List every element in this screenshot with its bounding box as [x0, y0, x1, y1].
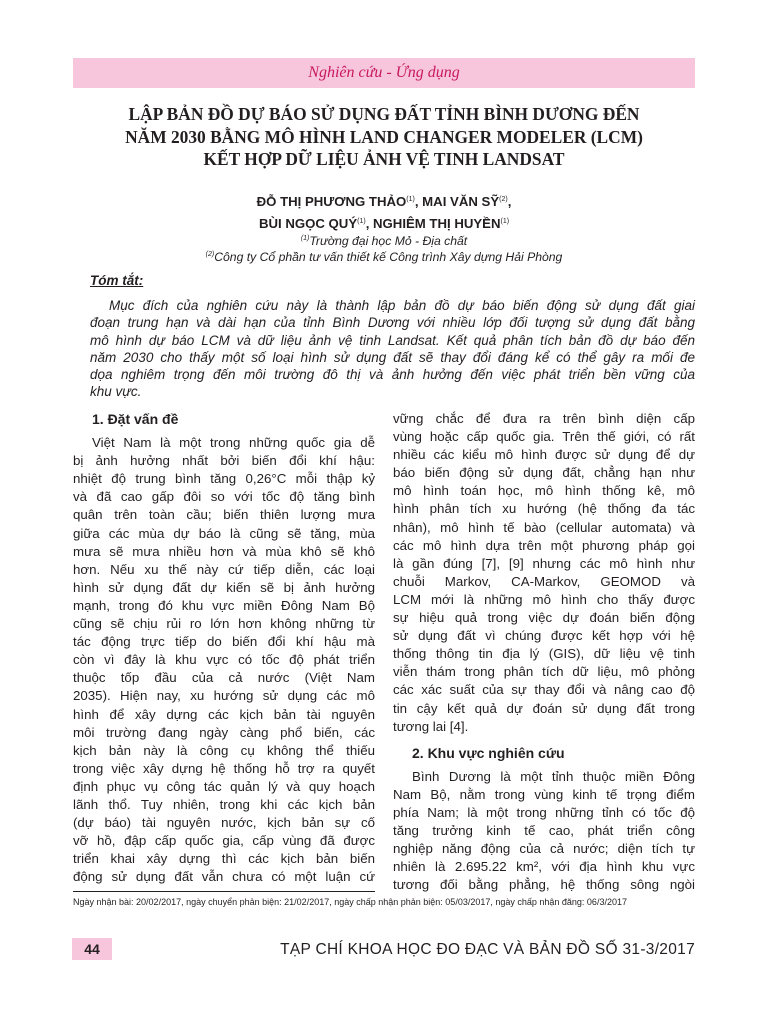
author-name: , MAI VĂN SỸ: [414, 194, 500, 209]
page-number: 44: [72, 938, 112, 960]
paragraph-line: báo biến động sử dụng đất, chẳng hạn như: [393, 465, 695, 481]
paragraph-line: nhiên là 2.695.22 km², với địa hình khu vực: [393, 859, 695, 875]
section-body: [393, 768, 695, 895]
paragraph-line: vùng hoặc cấp quốc gia. Trên thế giới, có rất: [393, 429, 695, 445]
paragraph-line: vỡ hồ, đập cấp quốc gia, cấp vùng đã được: [73, 833, 375, 849]
paragraph-line: các xác suất của sự thay đổi và nâng cao độ: [393, 682, 695, 698]
paragraph-line: quân trên toàn cầu; biến thiên lượng mưa: [73, 507, 375, 523]
abstract-line: năm 2030 cho thấy một số loại hình sử dụng đất sẽ thay đổi đáng kể có thể gây ra mối đe: [90, 349, 695, 365]
abstract-line: khu vực.: [90, 384, 142, 400]
paragraph-line: hơn. Nếu xu thế này cứ tiếp diễn, các loại: [73, 561, 375, 577]
author-affiliation-marker: (1): [500, 218, 510, 225]
paragraph-line: tăng trưởng kinh tế cao, phát triển công: [393, 823, 695, 839]
title-line: LẬP BẢN ĐỒ DỰ BÁO SỬ DỤNG ĐẤT TỈNH BÌNH DƯƠNG ĐẾN: [128, 104, 640, 124]
author-name: BÙI NGỌC QUÝ: [258, 216, 358, 231]
author-affiliation-marker: (1): [406, 196, 415, 203]
author-separator: ,: [507, 194, 512, 209]
paragraph-line: lãnh thổ. Tuy nhiên, trong khi các kịch bản: [73, 796, 375, 812]
paragraph-line: mô hình toán học, mô hình thống kê, mô: [393, 483, 695, 499]
author-list: [80, 190, 688, 234]
paragraph-line: kịch bản này là công cụ không thể thiếu: [73, 742, 375, 758]
author-line: [80, 190, 688, 212]
section-heading: 2. Khu vực nghiên cứu: [412, 744, 565, 761]
paragraph-line: LCM mới là những mô hình cho thấy được: [393, 591, 695, 607]
section-body: [73, 434, 375, 886]
title-line: NĂM 2030 BẰNG MÔ HÌNH LAND CHANGER MODELER (LCM): [125, 126, 643, 147]
title-line: KẾT HỢP DỮ LIỆU ẢNH VỆ TINH LANDSAT: [203, 149, 565, 169]
section-label: Nghiên cứu - Ứng dụng: [308, 64, 460, 81]
paragraph-line: môi trường đang ngày càng phổ biến, các: [73, 724, 375, 740]
left-column: [73, 410, 375, 886]
paragraph-line: là gần đúng [7], [9] nhưng các mô hình như: [393, 555, 695, 571]
paragraph-line: tương đối bằng phẳng, hệ thống sông ngòi: [393, 877, 695, 893]
abstract-line: mô hình dự báo LCM và dữ liệu ảnh vệ tinh Landsat. Kết quả phân tích bản đồ dự báo đến: [90, 332, 695, 348]
paragraph-line: triển khai xây dựng thì các kịch bản biến: [73, 851, 375, 867]
footnote-divider: [73, 891, 375, 892]
paragraph-line: 2035). Hiện nay, xu hướng sử dụng các mô: [73, 688, 375, 704]
author-name: ĐỖ THỊ PHƯƠNG THẢO: [256, 194, 407, 209]
paragraph-line: nhiều các kiểu mô hình được sử dụng để dự: [393, 447, 695, 463]
paragraph-line: (dự báo) tài nguyên nước, kịch bản sự cố: [73, 815, 375, 831]
paragraph-line: nhiệt độ trung bình tăng 0,26°C mỗi thập kỷ: [73, 471, 375, 487]
paragraph-line: giữa các mùa dự báo là cũng sẽ tăng, mùa: [73, 525, 375, 541]
section-body-continued: [393, 410, 695, 736]
paragraph-line: bị ảnh hưởng nhất bởi biến đổi khí hậu:: [73, 453, 375, 469]
affiliation-text: Trường đại học Mỏ - Địa chất: [309, 234, 468, 248]
paragraph-line: vững chắc để đưa ra trên bình diện cấp: [393, 411, 695, 426]
paragraph-line: động sử dụng đất vẫn chưa có một luận cứ: [73, 869, 375, 885]
paragraph-line: Bình Dương là một tỉnh thuộc miền Đông: [412, 768, 695, 784]
paragraph-line: thống thông tin địa lý (GIS), dữ liệu vệ tinh: [393, 646, 695, 662]
paragraph-line: thuộc tốp đầu của cả nước (Việt Nam: [73, 670, 375, 686]
abstract-line: đoạn trung hạn và dài hạn của tỉnh Bình Dương với nhiều lớp đối tượng sử dụng đất bằng: [90, 315, 695, 331]
paragraph-line: Nam Bộ, nằm trong vùng kinh tế trọng điểm: [393, 786, 695, 802]
section-heading: 1. Đặt vấn đề: [92, 411, 179, 427]
affiliation-marker: (2): [205, 251, 215, 258]
right-column: [393, 410, 695, 894]
paragraph-line: Việt Nam là một trong những quốc gia dễ: [92, 435, 375, 451]
paragraph-line: nhân), mô hình tế bào (cellular automata) và: [393, 519, 695, 535]
author-affiliation-marker: (1): [357, 218, 366, 225]
paragraph-line: tương lai [4].: [393, 718, 469, 734]
section-banner: [73, 58, 695, 88]
paragraph-line: hình để xây dựng các kịch bản tài nguyên: [73, 706, 375, 722]
paragraph-line: các mô hình dựa trên một phương pháp gọi: [393, 537, 695, 553]
paragraph-line: nghiệp năng động của cả nước; diện tích tự: [393, 841, 695, 857]
abstract-line: Mục đích của nghiên cứu này là thành lập bản đồ dự báo biến động sử dụng đất giai: [109, 298, 695, 313]
abstract-label: Tóm tắt:: [90, 273, 144, 288]
affiliation-text: Công ty Cổ phần tư vấn thiết kế Công trình Xây dựng Hải Phòng: [214, 250, 563, 264]
author-name: , NGHIÊM THỊ HUYỀN: [365, 216, 501, 231]
paragraph-line: viễn thám trong phân tích dữ liệu, mô phỏng: [393, 664, 695, 680]
paragraph-line: tác động trực tiếp do biến đổi khí hậu mà: [73, 634, 375, 650]
received-dates-footnote: Ngày nhận bài: 20/02/2017, ngày chuyển phản biện: 21/02/2017, ngày chấp nhận phản biện: 05/03/2017, ngày chấp nhận đăng: 06/3/2017: [73, 897, 627, 907]
paragraph-line: mưa sẽ mưa nhiều hơn và mùa khô sẽ khô: [73, 543, 375, 559]
paragraph-line: sự hiệu quả trong việc dự đoán biến động: [393, 610, 695, 626]
affiliation-marker: (1): [300, 235, 310, 242]
paragraph-line: cũng sẽ chịu rủi ro lớn hơn không những từ: [73, 616, 375, 632]
paragraph-line: còn vì đây là khu vực có tốc độ phát triển: [73, 652, 375, 668]
paragraph-line: tin cậy kết quả dự đoán sử dụng đất trong: [393, 700, 695, 716]
journal-footer: TẠP CHÍ KHOA HỌC ĐO ĐẠC VÀ BẢN ĐỒ SỐ 31-3/2017: [280, 941, 695, 958]
paragraph-line: sử dụng đất vì chúng được kết hợp với hệ: [393, 628, 695, 644]
paragraph-line: hình sử dụng đất dự kiến sẽ bị ảnh hưởng: [73, 579, 375, 595]
paragraph-line: phía Nam; là một trong những tỉnh có tốc độ: [393, 804, 695, 820]
paragraph-line: chuỗi Markov, CA-Markov, GEOMOD và: [393, 573, 695, 589]
author-affiliation-marker: (2): [499, 196, 508, 203]
paragraph-line: và đã cao gấp đôi so với tốc độ tăng bình: [73, 489, 375, 505]
abstract-line: dọa nghiêm trọng đến môi trường đô thị và ảnh hưởng đến việc phát triển bền vững của: [90, 367, 695, 383]
article-title: [72, 103, 696, 171]
paragraph-line: hình phân tích xu hướng (hệ thống đa tác: [393, 501, 695, 517]
affiliation: [80, 247, 688, 265]
abstract-body: [90, 297, 695, 401]
paragraph-line: định phục vụ công tác quản lý và quy hoạch: [73, 778, 375, 794]
paragraph-line: trong việc xây dựng hệ thống hỗ trợ ra quyết: [73, 760, 375, 776]
paragraph-line: mạnh, trong đó khu vực miền Đông Nam Bộ: [73, 597, 375, 613]
